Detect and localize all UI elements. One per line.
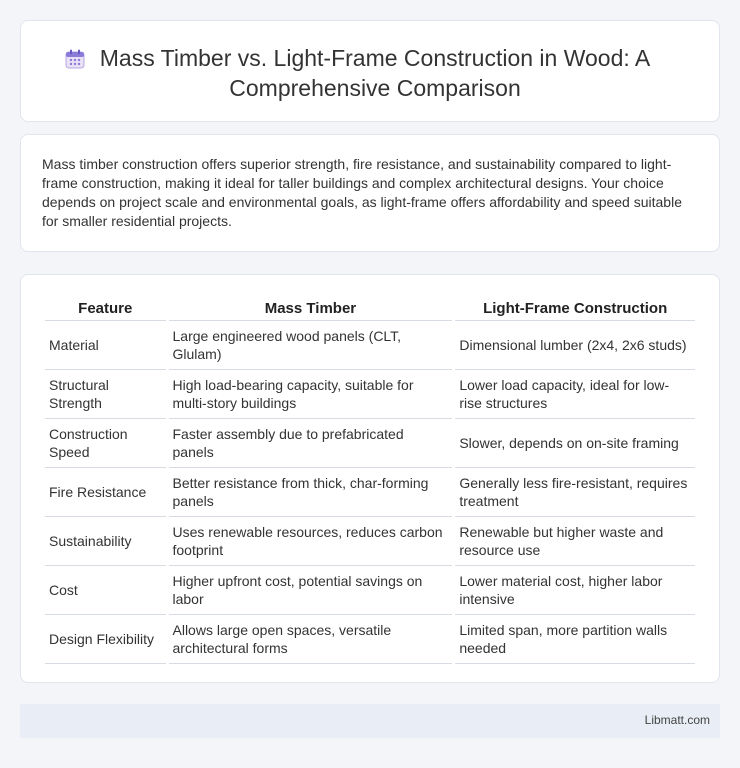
header-feature: Feature xyxy=(45,297,166,321)
cell-mass-timber: Higher upfront cost, potential savings on labor xyxy=(169,566,453,615)
header-mass-timber: Mass Timber xyxy=(169,297,453,321)
cell-mass-timber: Allows large open spaces, versatile architectural forms xyxy=(169,615,453,664)
cell-light-frame: Generally less fire-resistant, requires treatment xyxy=(455,468,695,517)
cell-feature: Construction Speed xyxy=(45,419,166,468)
cell-light-frame: Renewable but higher waste and resource use xyxy=(455,517,695,566)
table-row xyxy=(45,517,695,566)
table-row xyxy=(45,321,695,370)
cell-feature: Sustainability xyxy=(45,517,166,566)
cell-light-frame: Lower load capacity, ideal for low-rise structures xyxy=(455,370,695,419)
cell-feature: Fire Resistance xyxy=(45,468,166,517)
table-row xyxy=(45,419,695,468)
table-row xyxy=(45,615,695,664)
cell-feature: Material xyxy=(45,321,166,370)
cell-feature: Structural Strength xyxy=(45,370,166,419)
summary-card xyxy=(20,134,720,252)
footer-brand[interactable]: Libmatt.com xyxy=(644,713,710,727)
cell-mass-timber: Better resistance from thick, char-forming panels xyxy=(169,468,453,517)
cell-light-frame: Limited span, more partition walls needed xyxy=(455,615,695,664)
cell-mass-timber: Faster assembly due to prefabricated panels xyxy=(169,419,453,468)
table-row xyxy=(45,566,695,615)
cell-light-frame: Slower, depends on on-site framing xyxy=(455,419,695,468)
summary-text: Mass timber construction offers superior strength, fire resistance, and sustainability compared to light-frame construction, making it ideal for taller buildings and complex architectural designs. Your choice depends on project scale and environmental goals, as light-frame offers affordability and speed suitable for smaller residential projects. xyxy=(42,156,682,229)
cell-mass-timber: Uses renewable resources, reduces carbon footprint xyxy=(169,517,453,566)
table-row xyxy=(45,370,695,419)
header-light-frame: Light-Frame Construction xyxy=(455,297,695,321)
cell-feature: Cost xyxy=(45,566,166,615)
table-row xyxy=(45,468,695,517)
comparison-card xyxy=(20,274,720,683)
footer xyxy=(20,704,720,738)
cell-mass-timber: Large engineered wood panels (CLT, Glulam) xyxy=(169,321,453,370)
cell-light-frame: Dimensional lumber (2x4, 2x6 studs) xyxy=(455,321,695,370)
table-header-row xyxy=(45,297,695,321)
comparison-table xyxy=(42,297,698,664)
cell-feature: Design Flexibility xyxy=(45,615,166,664)
page-title: Mass Timber vs. Light-Frame Construction in Wood: A Comprehensive Comparison xyxy=(99,45,651,101)
cell-mass-timber: High load-bearing capacity, suitable for multi-story buildings xyxy=(169,370,453,419)
cell-light-frame: Lower material cost, higher labor intensive xyxy=(455,566,695,615)
title-card xyxy=(20,20,720,122)
